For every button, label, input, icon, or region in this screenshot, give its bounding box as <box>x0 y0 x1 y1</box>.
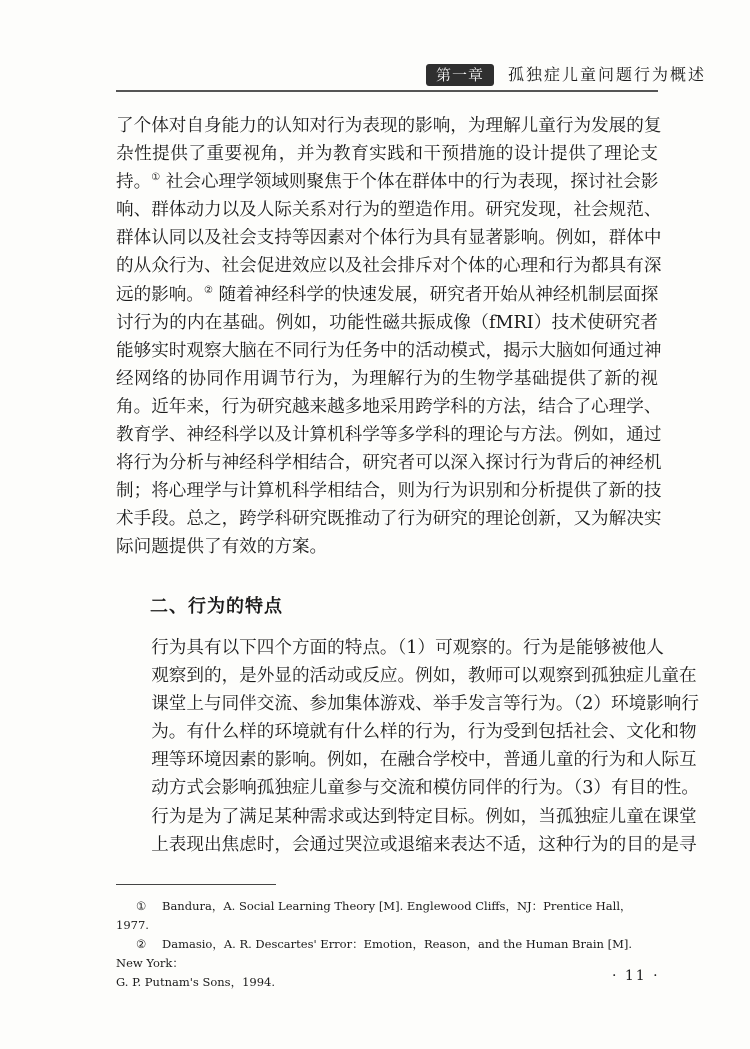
footnote-ref-1[interactable]: ① <box>151 172 161 184</box>
footnote-ref-2[interactable]: ② <box>203 284 213 296</box>
text-line: 能够实时观察大脑在不同行为任务中的活动模式，揭示大脑如何通过神 <box>116 340 662 361</box>
running-header <box>116 60 707 90</box>
text-line: 术手段。总之，跨学科研究既推动了行为研究的理论创新，又为解决实 <box>116 509 662 530</box>
text-segment: 远的影响。 <box>116 284 204 305</box>
footnotes <box>116 897 658 992</box>
text-line: 际问题提供了有效的方案。 <box>116 537 328 558</box>
text-segment: 随着神经科学的快速发展，研究者开始从神经机制层面探 <box>218 284 659 305</box>
page-number: · 11 · <box>612 968 660 984</box>
text-line: 角。近年来，行为研究越来越多地采用跨学科的方法，结合了心理学、 <box>116 396 662 417</box>
footnote-2 <box>116 935 658 973</box>
text-line: 课堂上与同伴交流、参加集体游戏、举手发言等行为。（2）环境影响行 <box>151 694 699 715</box>
footnote-mark: ① <box>136 899 147 913</box>
footnote-text: Damasio，A. R. Descartes' Error：Emotion，Reason，and the Human Brain [M]. New York： <box>116 937 632 970</box>
text-line: 响、群体动力以及人际关系对行为的塑造作用。研究发现，社会规范、 <box>116 200 662 221</box>
footnote-rule <box>116 884 276 885</box>
text-line: 行为具有以下四个方面的特点。（1）可观察的。行为是能够被他人 <box>151 638 664 658</box>
header-rule <box>116 90 658 92</box>
text-line: 制；将心理学与计算机科学相结合，则为行为识别和分析提供了新的技 <box>116 481 662 502</box>
footnote-1 <box>116 897 658 935</box>
text-line <box>116 281 658 309</box>
chapter-badge: 第一章 <box>426 64 494 86</box>
footnote-text: Bandura，A. Social Learning Theory [M]. Englewood Cliffs，NJ：Prentice Hall，1977. <box>116 899 632 932</box>
footnote-mark: ② <box>136 937 147 951</box>
text-line: 动方式会影响孤独症儿童参与交流和模仿同伴的行为。（3）有目的性。 <box>151 778 699 799</box>
chapter-title: 孤独症儿童问题行为概述 <box>508 65 707 84</box>
section-heading: 二、行为的特点 <box>150 596 283 617</box>
text-line: 将行为分析与神经科学相结合，研究者可以深入探讨行为背后的神经机 <box>116 453 662 474</box>
text-line: 群体认同以及社会支持等因素对个体行为具有显著影响。例如，群体中 <box>116 228 662 249</box>
text-line: 行为是为了满足某种需求或达到特定目标。例如，当孤独症儿童在课堂 <box>151 806 697 827</box>
text-line: 了个体对自身能力的认知对行为表现的影响，为理解儿童行为发展的复 <box>116 116 662 136</box>
text-segment: 持。 <box>116 172 152 193</box>
text-segment: 社会心理学领域则聚焦于个体在群体中的行为表现，探讨社会影 <box>165 172 659 193</box>
text-line: 教育学、神经科学以及计算机科学等多学科的理论与方法。例如，通过 <box>116 425 662 446</box>
footnote-2-continuation: G. P. Putnam's Sons，1994. <box>116 975 275 989</box>
text-line: 杂性提供了重要视角，并为教育实践和干预措施的设计提供了理论支 <box>116 144 658 165</box>
text-line: 经网络的协同作用调节行为，为理解行为的生物学基础提供了新的视 <box>116 368 658 389</box>
text-line: 观察到的，是外显的活动或反应。例如，教师可以观察到孤独症儿童在 <box>151 666 697 687</box>
text-line: 理等环境因素的影响。例如，在融合学校中，普通儿童的行为和人际互 <box>151 750 697 771</box>
body-paragraph-2 <box>116 634 699 859</box>
text-line: 讨行为的内在基础。例如，功能性磁共振成像（fMRI）技术使研究者 <box>116 312 658 333</box>
text-line <box>116 168 658 196</box>
text-line: 为。有什么样的环境就有什么样的行为，行为受到包括社会、文化和物 <box>151 722 697 743</box>
text-line: 上表现出焦虑时，会通过哭泣或退缩来表达不适，这种行为的目的是寻 <box>151 834 697 855</box>
body-paragraph-1 <box>116 112 662 562</box>
text-line: 的从众行为、社会促进效应以及社会排斥对个体的心理和行为都具有深 <box>116 256 662 277</box>
